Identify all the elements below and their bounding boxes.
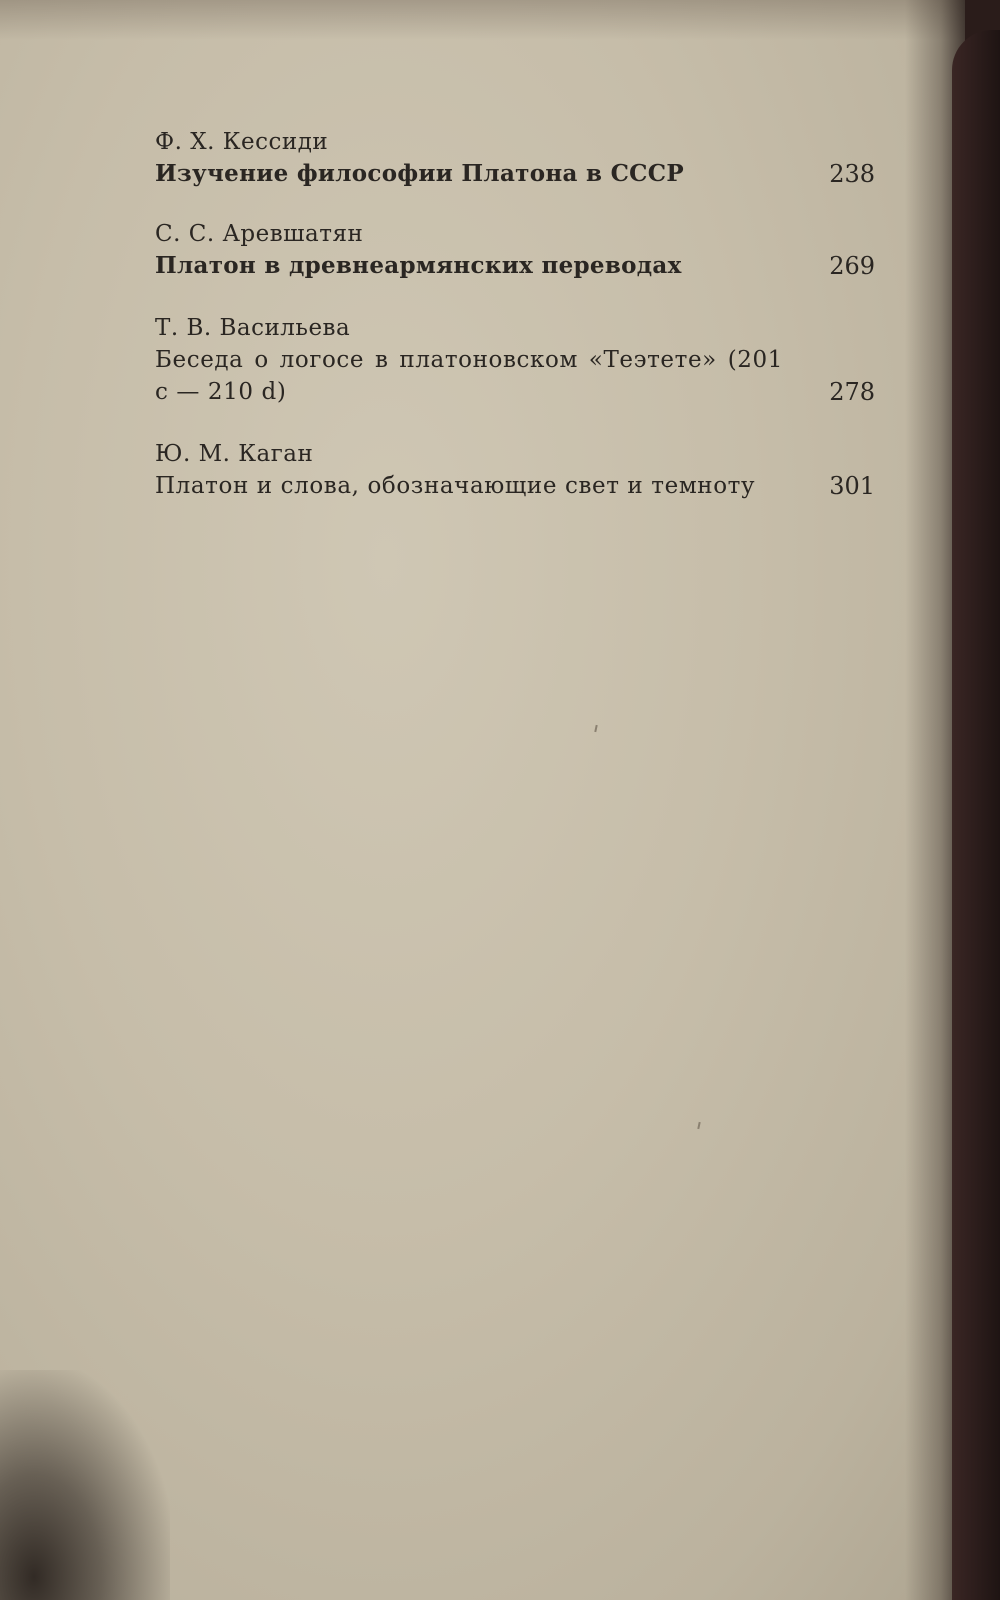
toc-entry bbox=[155, 218, 875, 282]
toc-title: Изучение философии Платона в СССР bbox=[155, 160, 684, 187]
toc-author: Ю. М. Каган bbox=[155, 441, 314, 467]
toc-entry bbox=[155, 438, 875, 502]
toc-title: Платон и слова, обозначающие свет и темноту bbox=[155, 473, 756, 499]
toc-entry bbox=[155, 126, 875, 190]
toc-row bbox=[155, 158, 875, 190]
toc-page-number: 278 bbox=[829, 378, 875, 406]
toc-title: Беседа о логосе в платоновском «Теэтете» (201 c — 210 d) bbox=[155, 347, 783, 405]
table-of-contents bbox=[155, 126, 875, 532]
toc-author: Т. В. Васильева bbox=[155, 315, 351, 341]
toc-author: С. С. Аревшатян bbox=[155, 221, 364, 247]
toc-title: Платон в древнеармянских переводах bbox=[155, 252, 682, 279]
book-cover-edge bbox=[952, 30, 1000, 1600]
paper-speck bbox=[594, 725, 597, 732]
toc-author: Ф. Х. Кессиди bbox=[155, 129, 329, 155]
toc-row bbox=[155, 250, 875, 282]
paper-speck bbox=[697, 1122, 700, 1129]
toc-page-number: 238 bbox=[829, 160, 875, 188]
toc-entry bbox=[155, 312, 875, 408]
toc-page-number: 269 bbox=[829, 252, 875, 280]
toc-row bbox=[155, 470, 875, 502]
page-top-shadow bbox=[0, 0, 965, 40]
toc-page-number: 301 bbox=[829, 472, 875, 500]
toc-row bbox=[155, 344, 875, 408]
thumb-shadow bbox=[0, 1370, 170, 1600]
